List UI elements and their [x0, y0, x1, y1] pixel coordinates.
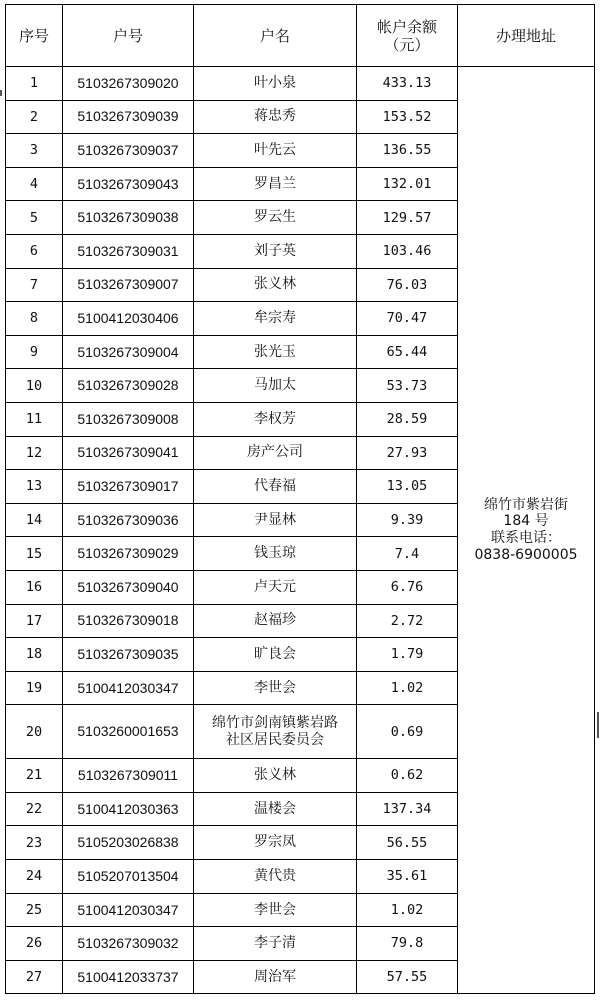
header-row [6, 5, 595, 67]
row-balance: 137.34 [357, 792, 458, 826]
row-account-no: 5100412030363 [63, 792, 194, 826]
row-account-no: 5103267309008 [63, 402, 194, 436]
row-balance: 9.39 [357, 503, 458, 537]
row-account-name-line2: 社区居民委员会 [226, 731, 324, 748]
row-seq: 5 [6, 201, 63, 235]
row-balance: 76.03 [357, 268, 458, 302]
row-balance: 0.62 [357, 759, 458, 793]
row-seq: 14 [6, 503, 63, 537]
row-account-name: 马加太 [194, 369, 357, 403]
row-seq: 15 [6, 537, 63, 571]
row-account-no: 5103267309043 [63, 167, 194, 201]
row-account-no: 5103267309038 [63, 201, 194, 235]
row-seq: 18 [6, 638, 63, 672]
row-account-name: 尹显林 [194, 503, 357, 537]
scan-edge-mark-right [597, 712, 599, 738]
row-seq: 19 [6, 671, 63, 705]
row-balance: 1.79 [357, 638, 458, 672]
row-account-name: 张义林 [194, 759, 357, 793]
table-header [6, 5, 595, 67]
row-account-no: 5103267309018 [63, 604, 194, 638]
row-account-no: 5103267309020 [63, 67, 194, 101]
row-account-name: 温楼会 [194, 792, 357, 826]
row-account-name: 旷良会 [194, 638, 357, 672]
row-account-no: 5103267309028 [63, 369, 194, 403]
row-balance: 6.76 [357, 570, 458, 604]
header-balance-line1: 帐户余额 [376, 17, 437, 36]
row-seq: 9 [6, 335, 63, 369]
row-seq: 20 [6, 705, 63, 759]
row-account-name: 周治军 [194, 960, 357, 994]
row-balance: 65.44 [357, 335, 458, 369]
row-account-name: 叶先云 [194, 134, 357, 168]
row-balance: 136.55 [357, 134, 458, 168]
row-account-name: 牟宗寿 [194, 302, 357, 336]
row-account-no: 5103267309011 [63, 759, 194, 793]
row-seq: 24 [6, 860, 63, 894]
row-seq: 26 [6, 927, 63, 961]
row-seq: 7 [6, 268, 63, 302]
row-account-no: 5103267309039 [63, 100, 194, 134]
address-line2: 184 号 [503, 513, 549, 530]
row-account-name: 蒋忠秀 [194, 100, 357, 134]
row-account-no: 5103267309032 [63, 927, 194, 961]
row-account-no: 5103267309004 [63, 335, 194, 369]
row-balance: 70.47 [357, 302, 458, 336]
row-balance: 1.02 [357, 893, 458, 927]
row-seq: 3 [6, 134, 63, 168]
header-balance [357, 5, 458, 67]
row-balance: 129.57 [357, 201, 458, 235]
row-account-no: 5100412030347 [63, 893, 194, 927]
row-balance: 433.13 [357, 67, 458, 101]
row-account-no: 5103267309037 [63, 134, 194, 168]
row-seq: 22 [6, 792, 63, 826]
row-account-name: 李世会 [194, 671, 357, 705]
row-account-name: 黄代贵 [194, 860, 357, 894]
row-account-name: 张义林 [194, 268, 357, 302]
row-account-no: 5100412030347 [63, 671, 194, 705]
header-seq: 序号 [6, 5, 63, 67]
row-account-name: 卢天元 [194, 570, 357, 604]
header-account-no: 户号 [63, 5, 194, 67]
row-seq: 1 [6, 67, 63, 101]
row-seq: 16 [6, 570, 63, 604]
row-seq: 13 [6, 470, 63, 504]
row-seq: 27 [6, 960, 63, 994]
row-account-name: 钱玉琼 [194, 537, 357, 571]
row-account-name: 罗宗凤 [194, 826, 357, 860]
row-account-no: 5103267309007 [63, 268, 194, 302]
row-account-no: 5103267309036 [63, 503, 194, 537]
row-account-no: 5105203026838 [63, 826, 194, 860]
row-balance: 79.8 [357, 927, 458, 961]
row-account-no: 5103267309040 [63, 570, 194, 604]
row-balance: 35.61 [357, 860, 458, 894]
row-balance: 28.59 [357, 402, 458, 436]
row-seq: 10 [6, 369, 63, 403]
row-balance: 13.05 [357, 470, 458, 504]
row-balance: 1.02 [357, 671, 458, 705]
row-account-name: 赵福珍 [194, 604, 357, 638]
row-balance: 132.01 [357, 167, 458, 201]
row-seq: 21 [6, 759, 63, 793]
address-line3: 联系电话： [491, 530, 561, 547]
address-line4: 0838-6900005 [474, 547, 578, 564]
row-seq: 23 [6, 826, 63, 860]
table-row [6, 67, 595, 101]
row-seq: 25 [6, 893, 63, 927]
row-account-no: 5100412033737 [63, 960, 194, 994]
row-account-no: 5103267309031 [63, 234, 194, 268]
row-seq: 4 [6, 167, 63, 201]
row-account-name-line1: 绵竹市剑南镇紫岩路 [212, 714, 338, 731]
row-account-name: 李权芳 [194, 402, 357, 436]
table-body [6, 67, 595, 994]
address-cell [458, 67, 595, 994]
row-account-name [194, 705, 357, 759]
row-account-name: 罗云生 [194, 201, 357, 235]
row-account-name: 刘子英 [194, 234, 357, 268]
row-account-no: 5103267309035 [63, 638, 194, 672]
scan-edge-mark-top [0, 90, 2, 96]
header-balance-line2: （元） [384, 35, 430, 54]
row-balance: 56.55 [357, 826, 458, 860]
row-account-name: 罗昌兰 [194, 167, 357, 201]
row-balance: 57.55 [357, 960, 458, 994]
row-seq: 2 [6, 100, 63, 134]
row-balance: 2.72 [357, 604, 458, 638]
row-balance: 0.69 [357, 705, 458, 759]
row-account-name: 张光玉 [194, 335, 357, 369]
row-balance: 103.46 [357, 234, 458, 268]
row-balance: 27.93 [357, 436, 458, 470]
row-seq: 6 [6, 234, 63, 268]
row-account-name: 房产公司 [194, 436, 357, 470]
row-seq: 11 [6, 402, 63, 436]
row-seq: 17 [6, 604, 63, 638]
row-account-no: 5103267309041 [63, 436, 194, 470]
header-account-name: 户名 [194, 5, 357, 67]
row-account-no: 5100412030406 [63, 302, 194, 336]
row-balance: 53.73 [357, 369, 458, 403]
row-balance: 7.4 [357, 537, 458, 571]
row-account-name: 李世会 [194, 893, 357, 927]
row-seq: 12 [6, 436, 63, 470]
account-balance-table [5, 4, 595, 994]
header-address: 办理地址 [458, 5, 595, 67]
row-account-no: 5103267309029 [63, 537, 194, 571]
row-account-name: 李子清 [194, 927, 357, 961]
row-seq: 8 [6, 302, 63, 336]
row-account-no: 5103267309017 [63, 470, 194, 504]
row-account-name: 叶小泉 [194, 67, 357, 101]
address-line1: 绵竹市紫岩街 [484, 496, 568, 513]
row-account-no: 5103260001653 [63, 705, 194, 759]
row-account-no: 5105207013504 [63, 860, 194, 894]
row-account-name: 代春福 [194, 470, 357, 504]
row-balance: 153.52 [357, 100, 458, 134]
